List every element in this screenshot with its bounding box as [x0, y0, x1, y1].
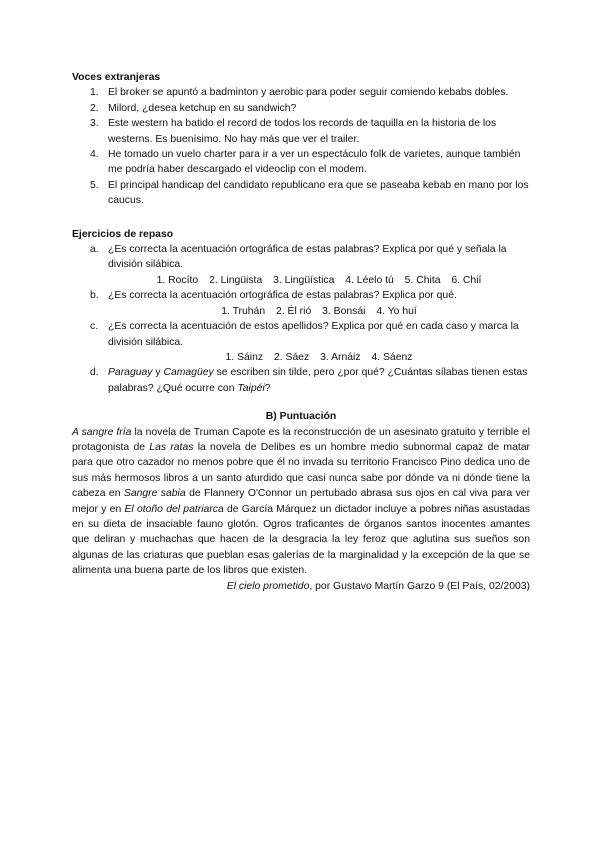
- exercise-b-words: 1. Truhán 2. Él rió 3. Bonsái 4. Yo huí: [221, 305, 417, 317]
- list-item: 5. El principal handicap del candidato republicano era que se paseaba kebab en mano por los caucus.: [90, 179, 529, 207]
- exercise-c-words: 1. Sáinz 2. Sáez 3. Arnáiz 4. Sáenz: [225, 351, 413, 363]
- puntuacion-paragraph: A sangre fría la novela de Truman Capote es la reconstrucción de un asesinato gratuito y terrible el protagonista de Las ratas la novela de Delibes es un hombre medio subnormal capaz de matar para que otro cazador no menos pobre que él no invada su territorio Francisco Pino dedica uno de sus más hermosos libros a un santo aturdido que casi nunca sabe por dónde va ni dónde tiene la cabeza en Sangre sabia de Flannery O'Connor un pertubado abrasa sus ojos en cal viva para ver mejor y en El otoño del patriarca de García Márquez un dictador incluye a pobres niñas asustadas en su dieta de insaciable fauno glotón. Ogros traficantes de órganos santos inocentes amantes que deliran y muchachas que hacen de la desgracia la ley feroz que aglutina sus sueños son algunas de las criaturas que pueblan esas galerías de la marginalidad y la excepción de la que se alimenta una buena parte de los libros que existen.: [72, 426, 530, 577]
- exercise-c: c. ¿Es correcta la acentuación de estos apellidos? Explica por qué en cada caso y marca la división silábica. 1. Sáinz 2. Sáez 3. Arnáiz 4. Sáenz: [72, 319, 530, 365]
- list-item: 3. Este western ha batido el record de todos los records de taquilla en la historia de los westerns. Es buenísimo. No hay más que ver el trailer.: [90, 118, 497, 145]
- voces-title: Voces extranjeras: [72, 72, 161, 83]
- source-citation: El cielo prometido, por Gustavo Martín Garzo 9 (El País, 02/2003): [226, 580, 530, 592]
- puntuacion-title: B) Puntuación: [265, 411, 337, 423]
- list-item: 4. He tomado un vuelo charter para ir a ver un espectáculo folk de varietes, aunque también me podría haber descargado el videoclip con el modem.: [90, 149, 521, 176]
- voces-list: [72, 85, 530, 208]
- ejercicios-title: Ejercicios de repaso: [72, 228, 174, 240]
- exercise-a: a. ¿Es correcta la acentuación ortográfica de estas palabras? Explica por qué y señala la división silábica. 1. Rocíto 2. Lingüista 3. Lingüística 4. Léelo tú 5. Chita 6. Chií: [72, 242, 530, 288]
- exercise-b: b. ¿Es correcta la acentuación ortográfica de estas palabras? Explica por qué. 1. Truhán 2. Él rió 3. Bonsái 4. Yo huí: [72, 288, 530, 319]
- exercise-a-words: 1. Rocíto 2. Lingüista 3. Lingüística 4. Léelo tú 5. Chita 6. Chií: [156, 274, 482, 286]
- ejercicios-list: [72, 242, 530, 396]
- list-item: 2. Milord, ¿desea ketchup en su sandwich?: [90, 102, 297, 114]
- exercise-d: d. Paraguay y Camagüey se escriben sin tilde, pero ¿por qué? ¿Cuántas sílabas tienen estas palabras? ¿Qué ocurre con Taipéi?: [90, 367, 528, 394]
- list-item: 1. El broker se apuntó a badminton y aerobic para poder seguir comiendo kebabs dobles.: [90, 87, 509, 99]
- document-content: [72, 70, 530, 594]
